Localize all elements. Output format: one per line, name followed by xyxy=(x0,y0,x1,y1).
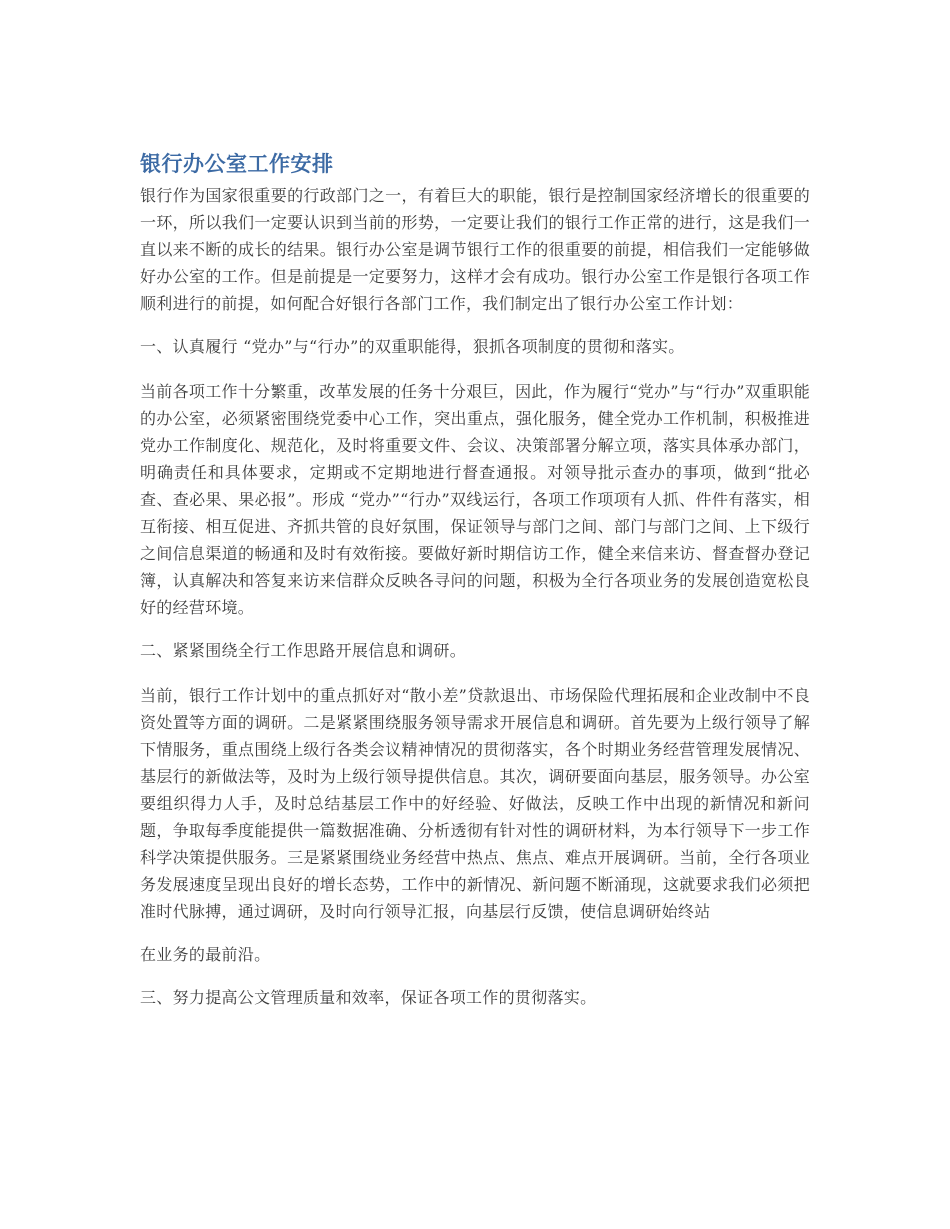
document-page xyxy=(140,148,810,1011)
section-heading-3: 三、努力提高公文管理质量和效率，保证各项工作的贯彻落实。 xyxy=(140,988,597,1007)
section-heading-1: 一、认真履行 “党办”与“行办”的双重职能得，狠抓各项制度的贯彻和落实。 xyxy=(140,337,685,356)
intro-paragraph: 银行作为国家很重要的行政部门之一，有着巨大的职能，银行是控制国家经济增长的很重要的一环，所以我们一定要认识到当前的形势，一定要让我们的银行工作正常的进行，这是我们一直以来不断的成长的结果。银行办公室是调节银行工作的很重要的前提，相信我们一定能够做好办公室的工作。但是前提是一定要努力，这样才会有成功。银行办公室工作是银行各项工作顺利进行的前提，如何配合好银行各部门工作，我们制定出了银行办公室工作计划： xyxy=(140,186,810,313)
section-body-2-continued: 在业务的最前沿。 xyxy=(140,945,271,964)
section-heading-2: 二、紧紧围绕全行工作思路开展信息和调研。 xyxy=(140,641,467,660)
section-body-2: 当前，银行工作计划中的重点抓好对“散小差”贷款退出、市场保险代理拓展和企业改制中不良资处置等方面的调研。二是紧紧围绕服务领导需求开展信息和调研。首先要为上级行领导了解下情服务，重点围绕上级行各类会议精神情况的贯彻落实，各个时期业务经营管理发展情况、基层行的新做法等，及时为上级行领导提供信息。其次，调研要面向基层，服务领导。办公室要组织得力人手，及时总结基层工作中的好经验、好做法，反映工作中出现的新情况和新问题，争取每季度能提供一篇数据准确、分析透彻有针对性的调研材料，为本行领导下一步工作科学决策提供服务。三是紧紧围绕业务经营中热点、焦点、难点开展调研。当前，全行各项业务发展速度呈现出良好的增长态势，工作中的新情况、新问题不断涌现，这就要求我们必须把准时代脉搏，通过调研，及时向行领导汇报，向基层行反馈，使信息调研始终站 xyxy=(140,686,810,921)
document-title: 银行办公室工作安排 xyxy=(140,152,334,176)
section-body-1: 当前各项工作十分繁重，改革发展的任务十分艰巨，因此，作为履行“党办”与“行办”双重职能的办公室，必须紧密围绕党委中心工作，突出重点，强化服务，健全党办工作机制，积极推进党办工作制度化、规范化，及时将重要文件、会议、决策部署分解立项，落实具体承办部门，明确责任和具体要求，定期或不定期地进行督查通报。对领导批示查办的事项，做到“批必查、查必果、果必报”。形成 “党办”“行办”双线运行，各项工作项项有人抓、件件有落实，相互衔接、相互促进、齐抓共管的良好氛围，保证领导与部门之间、部门与部门之间、上下级行之间信息渠道的畅通和及时有效衔接。要做好新时期信访工作，健全来信来访、督查督办登记簿，认真解决和答复来访来信群众反映各寻问的问题，积极为全行各项业务的发展创造宽松良好的经营环境。 xyxy=(140,382,810,617)
